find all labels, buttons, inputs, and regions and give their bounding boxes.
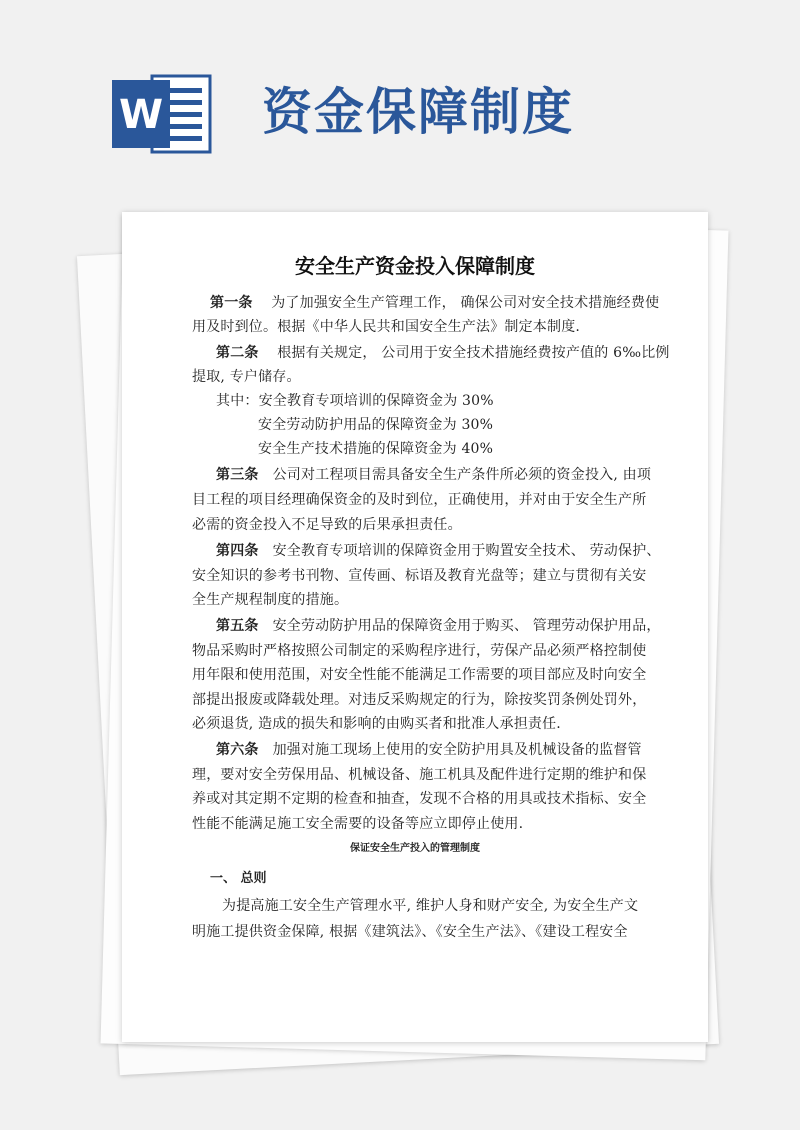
article-1-line-2: 用及时到位。根据《中华人民共和国安全生产法》制定本制度. bbox=[192, 319, 581, 335]
article-6-line-1: 第六条 加强对施工现场上使用的安全防护用具及机械设备的监督管 bbox=[216, 742, 642, 758]
article-label: 第四条 bbox=[216, 543, 259, 559]
document-title: 安全生产资金投入保障制度 bbox=[295, 254, 535, 278]
article-6-line-2: 理，要对安全劳保用品、机械设备、施工机具及配件进行定期的维护和保 bbox=[192, 767, 647, 783]
article-label: 第二条 bbox=[216, 345, 259, 361]
article-label: 第六条 bbox=[216, 742, 259, 758]
article-4-line-3: 全生产规程制度的措施。 bbox=[192, 592, 349, 608]
section-heading: 一、 总则 bbox=[210, 871, 267, 886]
article-4-line-2: 安全知识的参考书刊物、宣传画、标语及教育光盘等；建立与贯彻有关安 bbox=[192, 568, 647, 584]
article-label: 第三条 bbox=[216, 467, 259, 483]
article-5-line-5: 必须退货, 造成的损失和影响的由购买者和批准人承担责任. bbox=[192, 716, 561, 732]
article-5-line-1: 第五条 安全劳动防护用品的保障资金用于购买、 管理劳动保护用品， bbox=[216, 618, 661, 634]
allocation-line-1: 其中：安全教育专项培训的保障资金为 30% bbox=[216, 393, 494, 409]
section-line-2: 明施工提供资金保障, 根据《建筑法》、《安全生产法》、《建设工程安全 bbox=[192, 924, 628, 940]
article-4-line-1: 第四条 安全教育专项培训的保障资金用于购置安全技术、 劳动保护、 bbox=[216, 543, 661, 559]
allocation-line-3: 安全生产技术措施的保障资金为 40% bbox=[258, 441, 494, 457]
page-header bbox=[0, 0, 800, 210]
article-5-line-2: 物品采购时严格按照公司制定的采购程序进行，劳保产品必须严格控制使 bbox=[192, 643, 647, 659]
article-5-line-3: 用年限和使用范围，对安全性能不能满足工作需要的项目部应及时向安全 bbox=[192, 667, 647, 683]
article-2-line-1: 第二条 根据有关规定， 公司用于安全技术措施经费按产值的 6‰比例 bbox=[216, 345, 670, 361]
article-5-line-4: 部提出报废或降载处理。对违反采购规定的行为，除按奖罚条例处罚外， bbox=[192, 692, 647, 708]
article-3-line-3: 必需的资金投入不足导致的后果承担责任。 bbox=[192, 517, 462, 533]
page-title: 资金保障制度 bbox=[262, 83, 574, 141]
article-label: 第一条 bbox=[210, 295, 253, 311]
document-page bbox=[122, 212, 708, 1042]
article-3-line-1: 第三条 公司对工程项目需具备安全生产条件所必须的资金投入, 由项 bbox=[216, 467, 652, 483]
allocation-line-2: 安全劳动防护用品的保障资金为 30% bbox=[258, 417, 494, 433]
article-3-line-2: 目工程的项目经理确保资金的及时到位，正确使用，并对由于安全生产所 bbox=[192, 492, 647, 508]
sub-section-title: 保证安全生产投入的管理制度 bbox=[350, 843, 480, 854]
article-6-line-4: 性能不能满足施工安全需要的设备等应立即停止使用. bbox=[192, 816, 524, 832]
section-line-1: 为提高施工安全生产管理水平, 维护人身和财产安全, 为安全生产文 bbox=[222, 898, 639, 914]
article-2-line-2: 提取, 专户储存。 bbox=[192, 369, 301, 385]
article-1-line-1: 第一条 为了加强安全生产管理工作， 确保公司对安全技术措施经费使 bbox=[210, 295, 660, 311]
article-6-line-3: 养或对其定期不定期的检查和抽查，发现不合格的用具或技术指标、安全 bbox=[192, 791, 647, 807]
word-document-icon bbox=[112, 72, 212, 156]
article-label: 第五条 bbox=[216, 618, 259, 634]
word-logo-letter: W bbox=[118, 92, 164, 138]
